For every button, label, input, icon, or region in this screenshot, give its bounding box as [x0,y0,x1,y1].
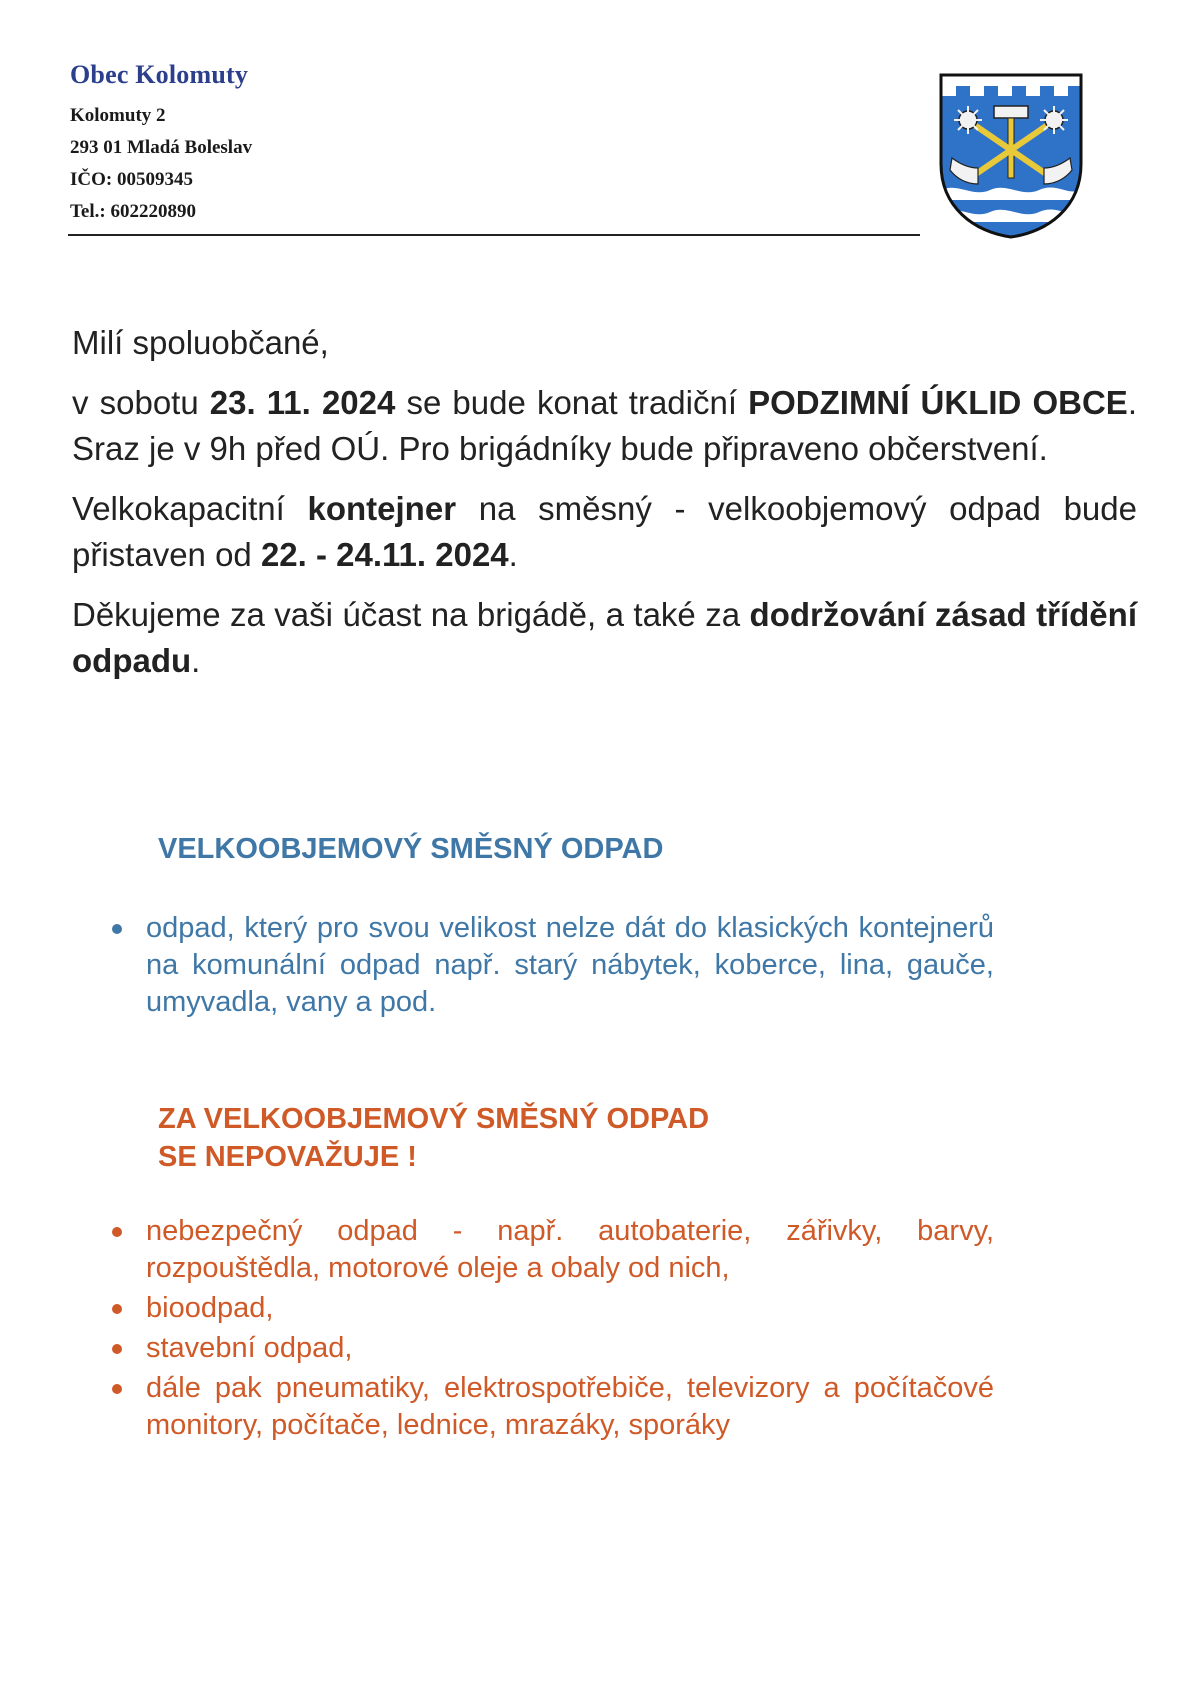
bullet-icon [112,1384,122,1394]
container-dates: 22. - 24.11. 2024 [260,536,509,573]
event-date: 23. 11. 2024 [209,384,396,421]
paragraph-container [72,486,1137,578]
list-item [112,1290,994,1327]
container-word: kontejner [307,490,457,527]
list-item-text: bioodpad, [146,1292,274,1324]
list-item-text: dále pak pneumatiky, elektrospotřebiče, televizory a počítačové monitory, počítače, lednice, mrazáky, sporáky [146,1372,994,1441]
p1-text-1: v sobotu [72,384,210,421]
list-item-text: nebezpečný odpad - např. autobaterie, zářivky, barvy, rozpouštědla, motorové oleje a obaly od nich, [146,1215,994,1284]
event-name: PODZIMNÍ ÚKLID OBCE [748,384,1128,421]
not-bulky-waste-title [158,1100,709,1176]
org-name: Obec Kolomuty [70,60,249,89]
list-item [112,910,994,1021]
p1-text-3: . Sraz je v 9h před OÚ. Pro brigádníky bude připraveno občerstvení. [72,384,1137,467]
list-item-text: odpad, který pro svou velikost nelze dát do klasických kontejnerů na komunální odpad např. starý nábytek, koberce, lina, gauče, umyvadla, vany a pod. [146,912,994,1018]
coat-of-arms-icon [938,72,1084,240]
header-divider [68,234,920,236]
bullet-icon [112,1227,122,1237]
address-line-1: Kolomuty 2 [70,105,166,126]
greeting-text: Milí spoluobčané, [72,324,329,361]
not-bulky-title-line-1: ZA VELKOOBJEMOVÝ SMĚSNÝ ODPAD [158,1103,710,1135]
letterhead [70,60,920,228]
list-item [112,1330,994,1367]
p1-text-2: se bude konat tradiční [395,384,749,421]
thanks-emphasis: dodržování zásad třídění odpadu [72,596,1137,679]
address-line-2: 293 01 Mladá Boleslav [70,137,253,158]
bullet-icon [112,924,122,934]
bulky-waste-title: VELKOOBJEMOVÝ SMĚSNÝ ODPAD [158,833,664,865]
bullet-icon [112,1344,122,1354]
p3-text-2: . [191,642,201,679]
paragraph-thanks [72,592,1137,684]
p3-text-1: Děkujeme za vaši účast na brigádě, a také za [72,596,750,633]
p2-text-1: Velkokapacitní [72,490,308,527]
list-item-text: stavební odpad, [146,1332,353,1364]
bullet-icon [112,1304,122,1314]
not-bulky-waste-list [112,1213,994,1447]
greeting [72,320,1137,366]
p2-text-3: . [508,536,518,573]
letter-body [72,320,1137,698]
not-bulky-title-line-2: SE NEPOVAŽUJE ! [158,1141,417,1173]
list-item [112,1213,994,1287]
bulky-waste-list [112,910,994,1024]
list-item [112,1370,994,1444]
phone-line: Tel.: 602220890 [70,201,196,222]
ico-line: IČO: 00509345 [70,169,193,190]
p2-text-2: na směsný - velkoobjemový odpad bude přistaven od [72,490,1137,573]
paragraph-cleanup-event [72,380,1137,472]
